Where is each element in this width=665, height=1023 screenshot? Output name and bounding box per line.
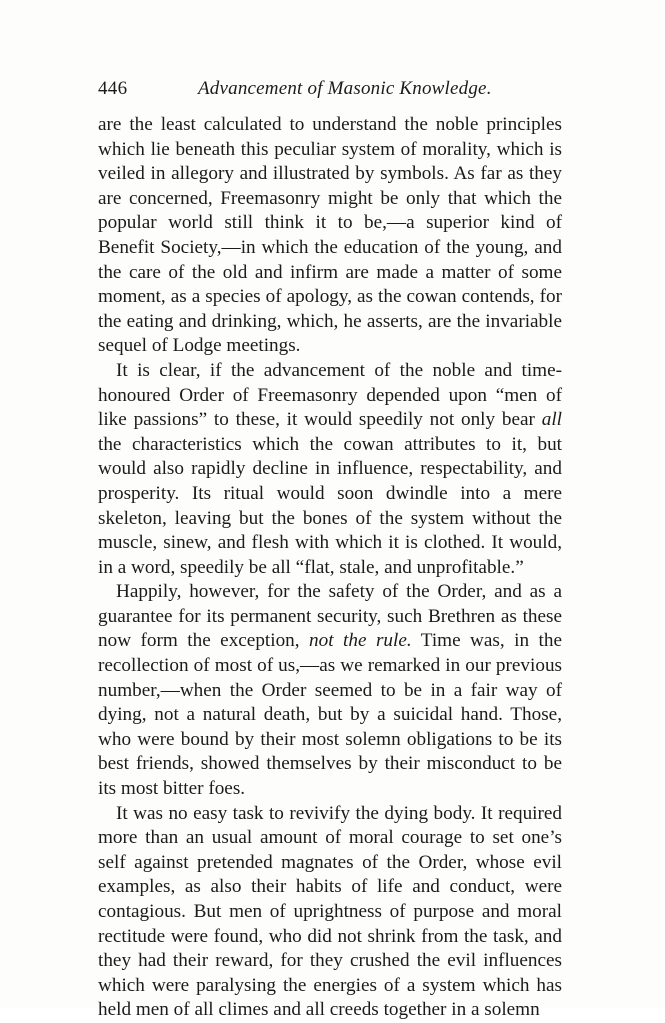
paragraph-text: the characteristics which the cowan attributes to it, but would also rapidly decline in influence, respectability, and prosperity. Its ritual would soon dwindle into a mere skeleton, leaving but the bones of the system without the muscle, sinew, and flesh with which it is clothed. It would, in a word, speedily be all “flat, stale, and unprofitable.” xyxy=(98,433,562,578)
body-text xyxy=(98,113,562,1023)
running-title: Advancement of Masonic Knowledge. xyxy=(198,78,492,99)
paragraph-text: Time was, in the recollection of most of us,—as we remarked in our previous number,—when the Order seemed to be in a fair way of dying, not a natural death, but by a suicidal hand. Those, who were bound by their most solemn obligations to be its best friends, showed themselves by their misconduct to be its most bitter foes. xyxy=(98,630,562,800)
paragraph-text: It is clear, if the advancement of the noble and time-honoured Order of Freemasonry depended upon “men of like passions” to these, it would speedily not only bear xyxy=(98,359,562,431)
paragraph-text: Happily, however, for the safety of the Order, and as a guarantee for its permanent security, such Brethren as these now form the exception, xyxy=(98,581,562,652)
paragraph-3 xyxy=(98,580,562,801)
italic-emphasis: all xyxy=(541,409,562,431)
page-number: 446 xyxy=(98,78,128,99)
page-header xyxy=(98,78,568,104)
paragraph-4 xyxy=(98,802,562,1023)
paragraph-text: It was no easy task to revivify the dying body. It required more than an usual amount of moral courage to set one’s self against pretended magnates of the Order, whose evil examples, as also their habits of life and conduct, were contagious. But men of uprightness of purpose and moral rectitude were found, who did not shrink from the task, and they had their reward, for they crushed the evil influences which were paralysing the energies of a system which has held men of all climes and all creeds together in a solemn xyxy=(98,802,562,1021)
italic-emphasis: not the rule. xyxy=(309,630,412,652)
paragraph-text: are the least calculated to understand the noble principles which lie beneath this peculiar system of morality, which is veiled in allegory and illustrated by symbols. As far as they are concerned, Freemasonry might be only that which the popular world still think it to be,—a superior kind of Benefit Society,—in which the education of the young, and the care of the old and infirm are made a matter of some moment, as a species of apology, as the cowan contends, for the eating and drinking, which, he asserts, are the invariable sequel of Lodge meetings. xyxy=(98,114,562,357)
paragraph-2 xyxy=(98,359,562,580)
paragraph-1 xyxy=(98,113,562,359)
